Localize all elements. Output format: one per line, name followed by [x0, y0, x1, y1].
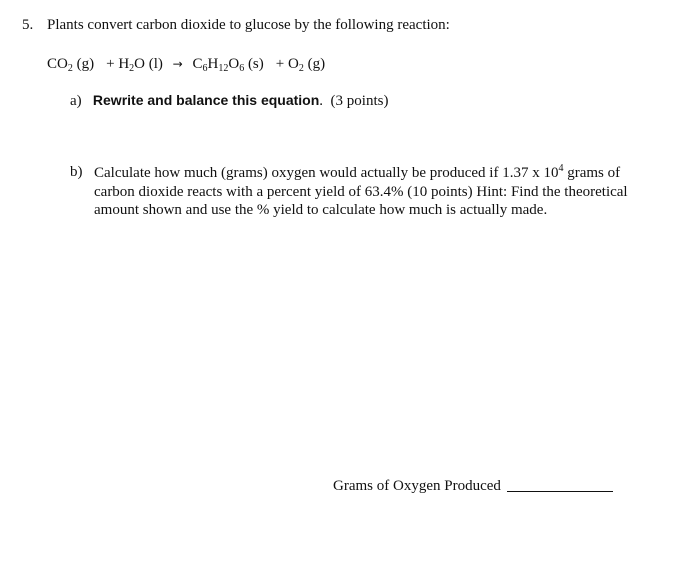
product-o2: $O_2$ (g) — [287, 56, 326, 74]
plus-sign: + — [106, 56, 115, 72]
answer-blank — [333, 477, 613, 495]
answer-line[interactable] — [507, 477, 613, 492]
part-a-points: (3 points) — [330, 93, 389, 109]
part-b-text: Calculate how much (grams) oxygen would actually be produced if 1.37 x $10^4$ grams of carbon dioxide reacts with a percent yield of 63.4% (10 points) Hint: Find the theoretical amount shown and use the % yield to calculate how much is actually made. — [94, 163, 628, 218]
part-a-instruction: Rewrite and balance this equation — [92, 92, 320, 108]
reaction-arrow-icon: → — [172, 57, 183, 71]
answer-label: Grams of Oxygen Produced — [333, 478, 501, 494]
part-a — [70, 92, 388, 110]
reactant-h2o: $H_2O$ (l) — [118, 56, 163, 74]
question-number: 5. — [22, 17, 34, 33]
exponent: 4 — [558, 163, 564, 174]
chemical-equation — [47, 56, 325, 73]
part-a-label: a) — [70, 93, 82, 109]
plus-sign: + — [275, 56, 285, 72]
product-glucose: $C_6H_{12}O_6$ (s) — [192, 56, 264, 74]
reactant-co2: $CO_2$ (g) — [47, 56, 95, 74]
question-text: Plants convert carbon dioxide to glucose by the following reaction: — [47, 17, 450, 33]
part-b-label: b) — [70, 164, 83, 180]
part-a-period: . — [319, 93, 324, 109]
